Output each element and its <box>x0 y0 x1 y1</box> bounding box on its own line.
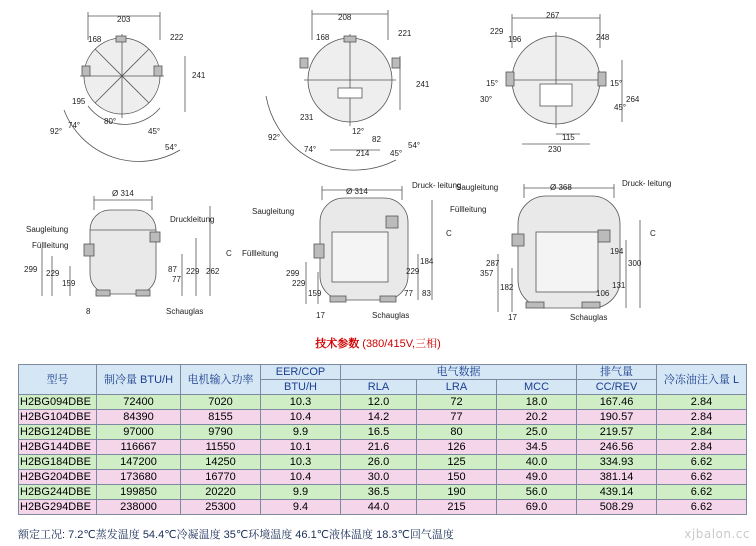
header-model: 型号 <box>19 365 97 395</box>
cell-mcc: 49.0 <box>497 470 577 485</box>
dim-label: 168 <box>316 33 330 42</box>
dim-label: 92° <box>268 133 281 142</box>
dim-label: 195 <box>72 97 86 106</box>
dim-label: 229 <box>186 267 200 276</box>
dim-label: 15° <box>610 79 623 88</box>
cell-model: H2BG124DBE <box>19 425 97 440</box>
dim-label: 264 <box>626 95 640 104</box>
dim-label: 287 <box>486 259 500 268</box>
fill-label: Füllleitung <box>32 241 69 250</box>
cell-disp: 190.57 <box>577 410 657 425</box>
fill-label: Füllleitung <box>450 205 487 214</box>
dim-label: 83 <box>422 289 431 298</box>
dim-label: 77 <box>172 275 181 284</box>
fill-label: Füllleitung <box>242 249 279 258</box>
header-displacement-unit: CC/REV <box>577 380 657 395</box>
cell-power: 7020 <box>181 395 261 410</box>
dim-label: 159 <box>62 279 76 288</box>
dim-label: 229 <box>406 267 420 276</box>
cell-rla: 21.6 <box>341 440 417 455</box>
dim-label: 184 <box>420 257 434 266</box>
cell-cooling: 84390 <box>97 410 181 425</box>
dim-label: 194 <box>610 247 624 256</box>
sight-glass-label: Schauglas <box>166 307 204 316</box>
cell-rla: 26.0 <box>341 455 417 470</box>
table-row <box>19 395 747 410</box>
cell-eer: 10.1 <box>261 440 341 455</box>
discharge-label: Druckleitung <box>170 215 215 224</box>
cell-mcc: 18.0 <box>497 395 577 410</box>
dim-label: 182 <box>500 283 514 292</box>
cell-eer: 9.9 <box>261 425 341 440</box>
diameter-label: Ø 314 <box>112 189 134 198</box>
dim-label: C <box>650 229 656 238</box>
spec-caption <box>0 337 756 351</box>
dim-label: 357 <box>480 269 494 278</box>
cell-model: H2BG144DBE <box>19 440 97 455</box>
cell-cooling: 173680 <box>97 470 181 485</box>
dim-label: 54° <box>408 141 421 150</box>
cell-lra: 80 <box>417 425 497 440</box>
dim-label: 12° <box>352 127 365 136</box>
suction-label: Saugleitung <box>456 183 499 192</box>
cell-power: 9790 <box>181 425 261 440</box>
rated-conditions-note: 额定工况: 7.2℃蒸发温度 54.4℃冷凝温度 35℃环境温度 46.1℃液体温度 18.3℃回气温度 <box>18 529 454 541</box>
table-row <box>19 500 747 515</box>
cell-power: 8155 <box>181 410 261 425</box>
drawing-top-center <box>266 10 403 170</box>
sight-glass-label: Schauglas <box>372 311 410 320</box>
cell-rla: 14.2 <box>341 410 417 425</box>
cell-cooling: 147200 <box>97 455 181 470</box>
cell-cooling: 238000 <box>97 500 181 515</box>
cell-model: H2BG094DBE <box>19 395 97 410</box>
cell-rla: 44.0 <box>341 500 417 515</box>
dim-label: 159 <box>308 289 322 298</box>
dim-label: 229 <box>490 27 504 36</box>
cell-oil: 2.84 <box>657 425 747 440</box>
cell-model: H2BG184DBE <box>19 455 97 470</box>
cell-power: 25300 <box>181 500 261 515</box>
dim-label: 222 <box>170 33 184 42</box>
cell-eer: 10.4 <box>261 410 341 425</box>
cell-lra: 126 <box>417 440 497 455</box>
table-row <box>19 485 747 500</box>
spec-caption-main: 技术参数 <box>315 338 360 350</box>
cell-cooling: 72400 <box>97 395 181 410</box>
dim-label: 80° <box>104 117 117 126</box>
dim-label: 299 <box>24 265 38 274</box>
cell-power: 11550 <box>181 440 261 455</box>
cell-mcc: 25.0 <box>497 425 577 440</box>
cell-lra: 190 <box>417 485 497 500</box>
watermark: xjbalon.cc <box>684 527 750 541</box>
header-rla: RLA <box>341 380 417 395</box>
cell-eer: 10.4 <box>261 470 341 485</box>
cell-lra: 72 <box>417 395 497 410</box>
cell-rla: 36.5 <box>341 485 417 500</box>
dim-label: 115 <box>562 133 575 142</box>
dim-label: 74° <box>304 145 317 154</box>
sight-glass-label: Schauglas <box>570 313 608 322</box>
dim-label: 229 <box>46 269 60 278</box>
header-eer: EER/COP <box>261 365 341 380</box>
dim-label: 82 <box>372 135 381 144</box>
cell-mcc: 69.0 <box>497 500 577 515</box>
cell-mcc: 56.0 <box>497 485 577 500</box>
cell-rla: 16.5 <box>341 425 417 440</box>
cell-eer: 10.3 <box>261 455 341 470</box>
cell-lra: 215 <box>417 500 497 515</box>
drawing-top-left <box>64 12 185 161</box>
dim-label: 45° <box>148 127 161 136</box>
dim-label: 214 <box>356 149 370 158</box>
header-electrical: 电气数据 <box>341 365 577 380</box>
cell-oil: 6.62 <box>657 500 747 515</box>
dim-label: 45° <box>614 103 627 112</box>
cell-eer: 9.4 <box>261 500 341 515</box>
dim-label: 87 <box>168 265 177 274</box>
cell-oil: 2.84 <box>657 440 747 455</box>
dim-label: 262 <box>206 267 220 276</box>
cell-lra: 150 <box>417 470 497 485</box>
dim-label: 15° <box>486 79 499 88</box>
dim-label: 131 <box>612 281 626 290</box>
cell-model: H2BG104DBE <box>19 410 97 425</box>
table-row <box>19 410 747 425</box>
dim-label: 17 <box>508 313 517 322</box>
cell-mcc: 40.0 <box>497 455 577 470</box>
cell-oil: 6.62 <box>657 455 747 470</box>
cell-cooling: 97000 <box>97 425 181 440</box>
dim-label: C <box>226 249 232 258</box>
cell-rla: 30.0 <box>341 470 417 485</box>
dim-label: 92° <box>50 127 63 136</box>
table-row <box>19 440 747 455</box>
suction-label: Saugleitung <box>252 207 295 216</box>
suction-label: Saugleitung <box>26 225 69 234</box>
dim-label: 106 <box>596 289 610 298</box>
header-lra: LRA <box>417 380 497 395</box>
dim-label: 203 <box>117 15 131 24</box>
cell-eer: 9.9 <box>261 485 341 500</box>
cell-oil: 2.84 <box>657 395 747 410</box>
header-oil: 冷冻油注入量 L <box>657 365 747 395</box>
dim-label: 241 <box>416 80 430 89</box>
discharge-label: Druck- leitung <box>622 179 672 188</box>
dim-label: 231 <box>300 113 314 122</box>
dim-label: C <box>446 229 452 238</box>
cell-oil: 2.84 <box>657 410 747 425</box>
cell-mcc: 20.2 <box>497 410 577 425</box>
header-eer-unit: BTU/H <box>261 380 341 395</box>
cell-eer: 10.3 <box>261 395 341 410</box>
cell-cooling: 199850 <box>97 485 181 500</box>
cell-disp: 219.57 <box>577 425 657 440</box>
table-row <box>19 425 747 440</box>
dim-label: 30° <box>480 95 493 104</box>
cell-mcc: 34.5 <box>497 440 577 455</box>
cell-disp: 167.46 <box>577 395 657 410</box>
dim-label: 208 <box>338 13 352 22</box>
cell-oil: 6.62 <box>657 470 747 485</box>
cell-oil: 6.62 <box>657 485 747 500</box>
dim-label: 168 <box>88 35 102 44</box>
table-row <box>19 455 747 470</box>
dim-label: 230 <box>548 145 562 154</box>
dim-label: 17 <box>316 311 325 320</box>
dim-label: 8 <box>86 307 91 316</box>
dim-label: 45° <box>390 149 403 158</box>
discharge-label: Druck- leitung <box>412 181 462 190</box>
cell-power: 16770 <box>181 470 261 485</box>
spec-table-body <box>19 395 747 515</box>
cell-lra: 77 <box>417 410 497 425</box>
dim-label: 74° <box>68 121 81 130</box>
diameter-label: Ø 368 <box>550 183 572 192</box>
cell-disp: 334.93 <box>577 455 657 470</box>
header-cooling: 制冷量 BTU/H <box>97 365 181 395</box>
header-displacement: 排气量 <box>577 365 657 380</box>
table-row <box>19 470 747 485</box>
cell-power: 14250 <box>181 455 261 470</box>
cell-power: 20220 <box>181 485 261 500</box>
dim-label: 267 <box>546 11 560 20</box>
header-mcc: MCC <box>497 380 577 395</box>
cell-disp: 381.14 <box>577 470 657 485</box>
spec-table <box>18 364 747 515</box>
cell-disp: 508.29 <box>577 500 657 515</box>
diameter-label: Ø 314 <box>346 187 368 196</box>
cell-disp: 246.56 <box>577 440 657 455</box>
dim-label: 241 <box>192 71 206 80</box>
header-power: 电机输入功率 <box>181 365 261 395</box>
dim-label: 229 <box>292 279 306 288</box>
cell-model: H2BG244DBE <box>19 485 97 500</box>
dim-label: 221 <box>398 29 412 38</box>
cell-disp: 439.14 <box>577 485 657 500</box>
cell-model: H2BG294DBE <box>19 500 97 515</box>
cell-rla: 12.0 <box>341 395 417 410</box>
cell-cooling: 116667 <box>97 440 181 455</box>
dim-label: 54° <box>165 143 178 152</box>
cell-lra: 125 <box>417 455 497 470</box>
dim-label: 299 <box>286 269 300 278</box>
spec-caption-sub: (380/415V,三相) <box>362 338 441 350</box>
dim-label: 196 <box>508 35 522 44</box>
drawing-bottom-center <box>306 186 432 304</box>
dim-label: 248 <box>596 33 610 42</box>
cell-model: H2BG204DBE <box>19 470 97 485</box>
dim-label: 77 <box>404 289 413 298</box>
dim-label: 300 <box>628 259 642 268</box>
